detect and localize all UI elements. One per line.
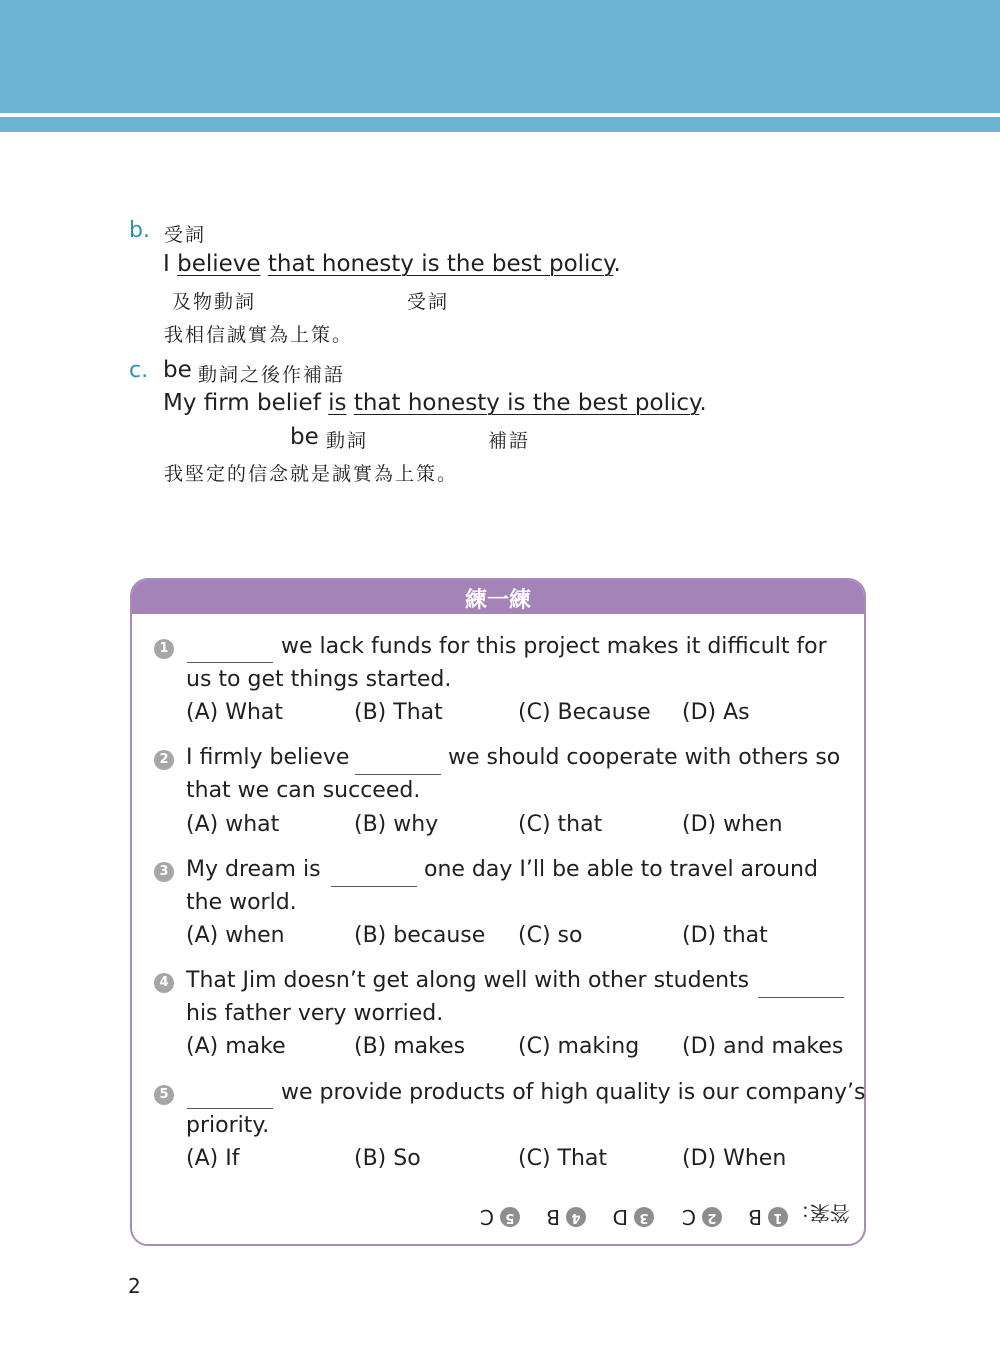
- question-line: we should cooperate with others so: [448, 745, 841, 770]
- answer-blank: [355, 774, 441, 775]
- answer-letter: C: [480, 1205, 494, 1229]
- question-number-badge: 5: [154, 1085, 174, 1105]
- object-note: 受詞: [407, 291, 450, 313]
- answer-blank: [331, 886, 417, 887]
- answer-blank: [187, 1108, 273, 1109]
- option-b: (B) That: [354, 700, 443, 725]
- sentence-text: .: [613, 251, 621, 277]
- question-number-badge: 2: [154, 750, 174, 770]
- answer-number-badge: 5: [500, 1207, 520, 1227]
- question-number-badge: 1: [154, 639, 174, 659]
- header-band: [0, 0, 1000, 113]
- option-c: (C) making: [518, 1034, 640, 1059]
- option-d: (D) that: [682, 923, 768, 948]
- answer-letter: B: [546, 1205, 560, 1229]
- option-b: (B) So: [354, 1146, 421, 1171]
- answer-letter: B: [748, 1205, 762, 1229]
- answer-blank: [187, 662, 273, 663]
- sentence-text: [347, 390, 354, 416]
- question-line: priority.: [186, 1113, 270, 1138]
- sentence-text: My firm belief: [163, 390, 329, 416]
- option-d: (D) and makes: [682, 1034, 844, 1059]
- option-a: (A) when: [186, 923, 285, 948]
- complement-note: 補語: [488, 430, 531, 452]
- option-c: (C) that: [518, 812, 603, 837]
- option-b: (B) why: [354, 812, 439, 837]
- question-line: that we can succeed.: [186, 778, 421, 803]
- be-verb-note-en: be: [290, 424, 319, 450]
- header-stripe: [0, 117, 1000, 132]
- section-c-label: c.: [129, 358, 149, 383]
- verb-underlined: is: [328, 390, 347, 416]
- section-b-title: 受詞: [164, 224, 207, 246]
- verb-note: 及物動詞: [172, 291, 257, 313]
- option-a: (A) make: [186, 1034, 286, 1059]
- answer-number-badge: 4: [566, 1207, 586, 1227]
- option-d: (D) As: [682, 700, 750, 725]
- answer-blank: [758, 997, 844, 998]
- option-c: (C) so: [518, 923, 583, 948]
- object-underlined: that honesty is the best policy: [267, 251, 614, 277]
- option-a: (A) what: [186, 812, 280, 837]
- question-line: us to get things started.: [186, 667, 452, 692]
- question-line: the world.: [186, 890, 297, 915]
- question-line: his father very worried.: [186, 1001, 444, 1026]
- section-b-sentence: [163, 251, 621, 277]
- answer-label: 答案：: [790, 1201, 850, 1225]
- question-line: That Jim doesn’t get along well with other students: [186, 968, 750, 993]
- question-line: we provide products of high quality is our company’s: [281, 1080, 866, 1105]
- option-b: (B) because: [354, 923, 486, 948]
- question-line: My dream is: [186, 857, 321, 882]
- complement-underlined: that honesty is the best policy: [353, 390, 700, 416]
- answer-number-badge: 3: [634, 1207, 654, 1227]
- question-line: we lack funds for this project makes it difficult for: [281, 634, 827, 659]
- answer-key-upside-down: [460, 1203, 850, 1229]
- answer-letter: C: [682, 1205, 696, 1229]
- option-a: (A) What: [186, 700, 284, 725]
- question-number-badge: 3: [154, 862, 174, 882]
- option-c: (C) That: [518, 1146, 608, 1171]
- section-b-label: b.: [129, 218, 150, 243]
- be-verb-note-zh: 動詞: [326, 430, 369, 452]
- question-line: I firmly believe: [186, 745, 350, 770]
- answer-number-badge: 2: [702, 1207, 722, 1227]
- section-b-translation: 我相信誠實為上策。: [164, 324, 354, 346]
- section-c-translation: 我堅定的信念就是誠實為上策。: [164, 463, 459, 485]
- answer-number-badge: 1: [768, 1207, 788, 1227]
- answer-letter: D: [612, 1205, 628, 1229]
- page-number: 2: [128, 1274, 141, 1298]
- option-a: (A) If: [186, 1146, 240, 1171]
- option-d: (D) when: [682, 812, 783, 837]
- sentence-text: I: [163, 251, 178, 277]
- section-c-sentence: [163, 390, 707, 416]
- verb-underlined: believe: [177, 251, 261, 277]
- section-c-title-en: be: [163, 357, 192, 383]
- sentence-text: .: [699, 390, 707, 416]
- question-number-badge: 4: [154, 973, 174, 993]
- practice-title: 練一練: [464, 588, 531, 613]
- section-c-title-zh: 動詞之後作補語: [198, 364, 346, 386]
- question-line: one day I’ll be able to travel around: [424, 857, 818, 882]
- option-b: (B) makes: [354, 1034, 466, 1059]
- option-d: (D) When: [682, 1146, 787, 1171]
- sentence-text: [261, 251, 268, 277]
- option-c: (C) Because: [518, 700, 651, 725]
